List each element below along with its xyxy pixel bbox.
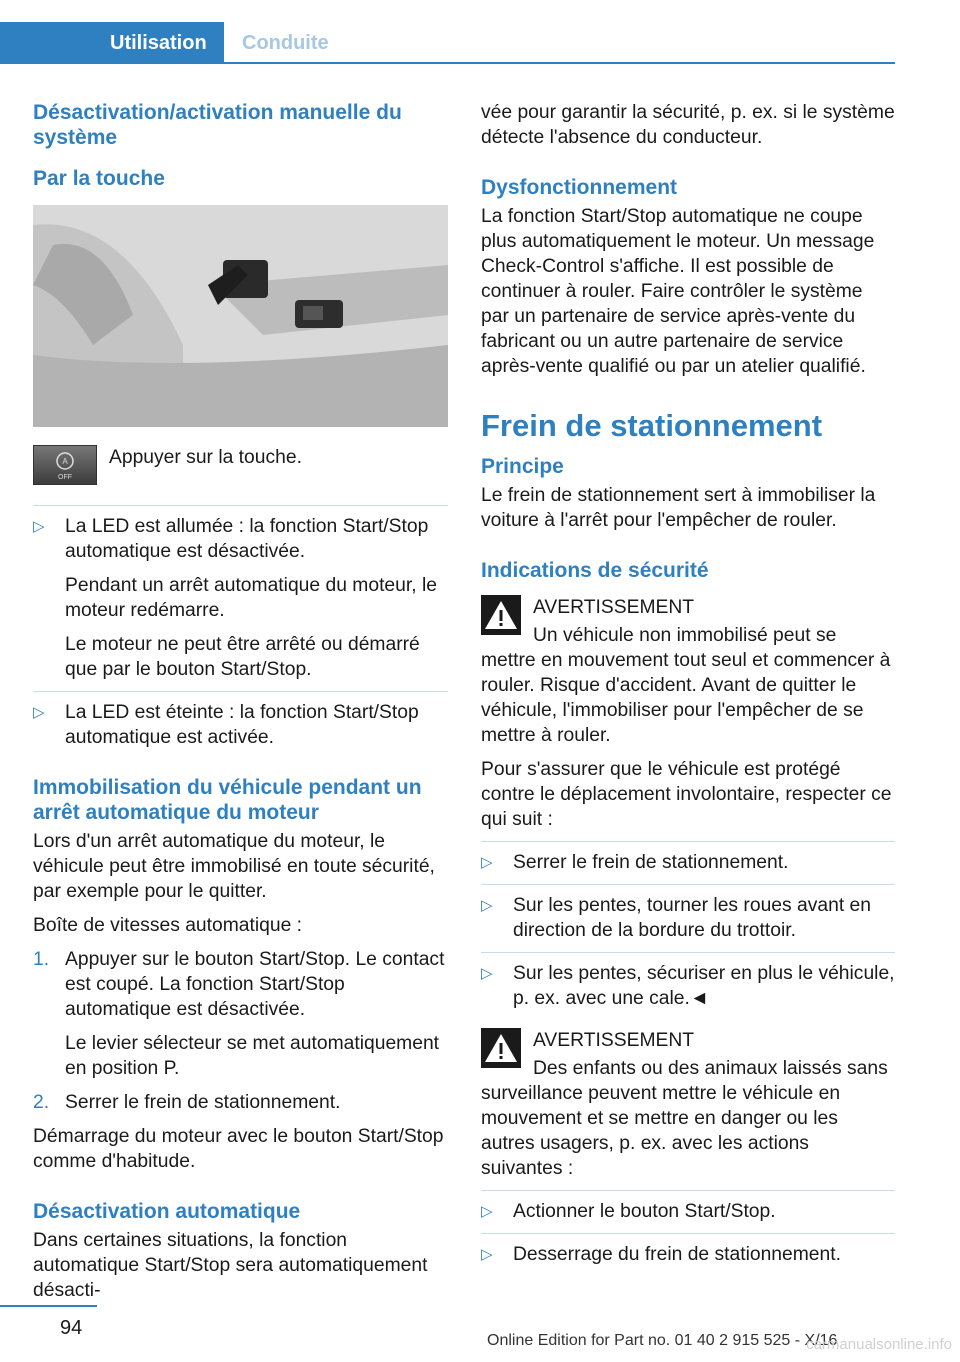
warning-block-2 [481,1028,895,1078]
warning-triangle-icon [481,595,521,635]
steering-column-photo [33,205,448,427]
safety-list [481,850,895,875]
triangle-bullet-icon: ▷ [481,1246,493,1263]
warning-triangle-icon [481,1028,521,1068]
triangle-bullet-icon: ▷ [481,1203,493,1220]
heading-principle: Principe [481,455,564,478]
press-button-text: Appuyer sur la touche. [109,447,302,468]
triangle-bullet-icon: ▷ [33,704,45,721]
warning-title: AVERTISSEMENT [533,597,695,618]
left-column: Désactivation/activation manuelle du système Par la touche A OFF Appuyer sur la touche. ▷ La LED est allumée : la fonction Start/Stop automatique est désactivée. Pendant un arrêt automatique du moteur, le moteur redémarre. Le moteur ne peut être arrêté ou démarré que par le bouton Start/Stop. ▷ La LED est éteinte : la fonction Start/Stop automatique est activée. Immobilisation du véhicule pendant un arrêt automatique du moteur Lors d'un arrêt automatique du moteur, le véhicule peut être immobilisé en toute sécurité, par exemple pour le quitter. Boîte de vitesses automatique : 1. Appuyer sur le bouton Start/Stop. Le contact est coupé. La fonction Start/Stop automatique est désactivée. Le levier sélecteur se met automatiquement en position P. 2. Serrer le frein de stationnement. Démarrage du moteur avec le bouton Start/Stop comme d'habitude. Désactivation automatique Dans certaines situations, la fonction automatique Start/Stop sera automatiquement désacti- [33,100,448,1312]
off-label: OFF [58,474,72,481]
triangle-bullet-icon: ▷ [33,518,45,535]
right-column: vée pour garantir la sécurité, p. ex. si le système détecte l'absence du conducteur. Dysfonctionnement La fonction Start/Stop automatique ne coupe plus automatiquement le moteur. Un message Check-Control s'affiche. Il est possible de continuer à rouler. Faire contrôler le système par un partenaire de service après-vente du fabricant ou un autre partenaire de service après-vente qualifié ou par un atelier qualifié. Frein de stationnement Principe Le frein de stationnement sert à immobiliser la voiture à l'arrêt pour l'empêcher de rouler. Indications de sécurité AVERTISSEMENT Un véhicule non immobilisé peut se mettre en mouvement tout seul et commencer à rouler. Risque d'accident. Avant de quitter le véhicule, l'immobiliser pour l'empêcher de se mettre à rouler. Pour s'assurer que le véhicule est protégé contre le déplacement involontaire, respecter ce qui suit : ▷ Serrer le frein de stationnement. ▷ Sur les pentes, tourner les roues avant en direction de la bordure du trottoir. ▷ Sur les pentes, sécuriser en plus le véhicule, p. ex. avec une cale.◄ AVERTISSEMENT Des enfants ou des animaux laissés sans surveillance peuvent mettre le véhicule en mouvement et se mettre en danger ou les autres usagers, p. ex. avec les actions suivantes : ▷ Actionner le bouton Start/Stop. ▷ Desserrage du frein de stationnement. [481,102,895,1265]
list-item: ▷ Serrer le frein de stationnement. [481,852,789,873]
list-item: ▷ Desserrage du frein de stationnement. [481,1244,841,1265]
list-item: ▷ La LED est allumée : la fonction Start/Stop automatique est désactivée. Pendant un arrêt automatique du moteur, le moteur redémarre. Le moteur ne peut être arrêté ou démarré que par le bouton Start/Stop. [33,516,437,680]
header-tabs [0,22,895,64]
heading-parking-brake: Frein de stationnement [481,408,823,443]
warning-block-1 [481,595,895,645]
page-number: 94 [60,1317,83,1339]
edition-text: Online Edition for Part no. 01 40 2 915 525 - X/16 [487,1332,838,1349]
list-item: 2. Serrer le frein de stationnement. [33,1092,341,1113]
warning-title: AVERTISSEMENT [533,1030,695,1051]
list-item: ▷ Actionner le bouton Start/Stop. [481,1201,776,1222]
list-item: ▷ Sur les pentes, tourner les roues avant en direction de la bordure du trottoir. [481,895,871,941]
list-item: 1. Appuyer sur le bouton Start/Stop. Le contact est coupé. La fonction Start/Stop automatique est désactivée. Le levier sélecteur se met automatiquement en position P. [33,949,445,1079]
steps-list [33,947,448,1115]
triangle-bullet-icon: ▷ [481,854,493,871]
heading-button: Par la touche [33,167,165,190]
heading-immobilisation: Immobilisation du véhicule pendant un arrêt automatique du moteur [33,776,422,824]
led-status-list-2 [33,700,448,750]
heading-manual: Désactivation/activation manuelle du système [33,101,402,149]
heading-safety: Indications de sécurité [481,559,709,582]
list-item: ▷ Sur les pentes, sécuriser en plus le véhicule, p. ex. avec une cale.◄ [481,963,895,1009]
watermark: carmanualsonline.info [806,1336,952,1353]
svg-text:A: A [62,457,68,466]
triangle-bullet-icon: ▷ [481,897,493,914]
button-row [33,445,448,489]
tab-utilisation[interactable]: Utilisation [0,22,224,62]
tab-conduite[interactable]: Conduite [242,32,329,54]
heading-auto-deactivation: Désactivation automatique [33,1200,301,1223]
led-status-list [33,514,448,682]
footer-rule [0,1305,97,1307]
list-item: ▷ La LED est éteinte : la fonction Start/Stop automatique est activée. [33,702,419,748]
dashboard-illustration [33,205,448,427]
heading-malfunction: Dysfonctionnement [481,176,678,199]
triangle-bullet-icon: ▷ [481,965,493,982]
start-stop-off-button-icon [33,445,97,485]
